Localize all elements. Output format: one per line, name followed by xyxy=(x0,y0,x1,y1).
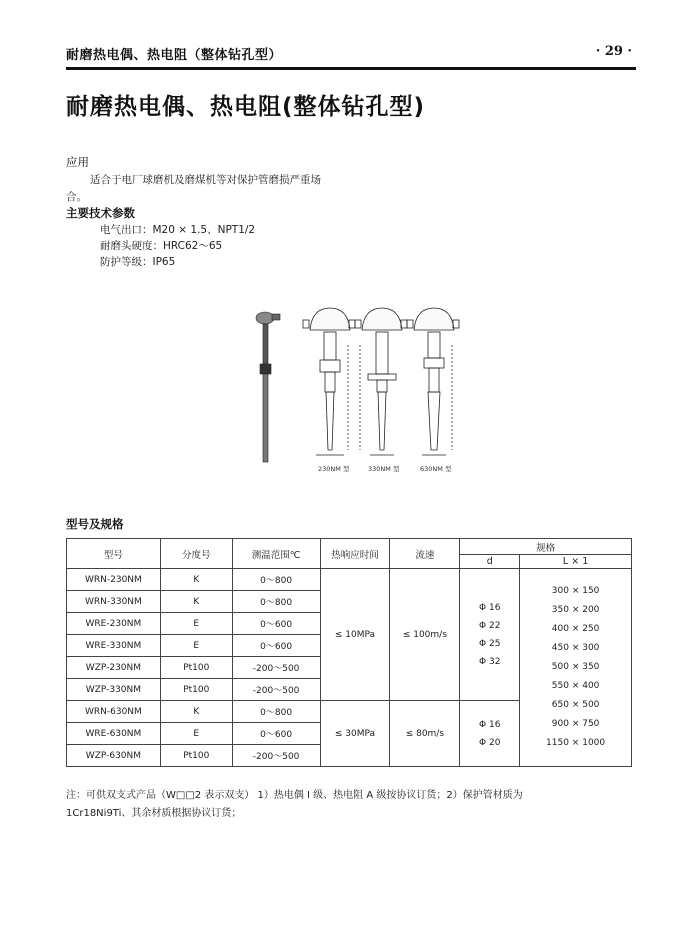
cell-grade: E xyxy=(160,723,232,745)
cell-d-group1 xyxy=(460,569,520,701)
lx-value: 900 × 750 xyxy=(551,719,600,729)
caption-230nm: 230NM 型 xyxy=(318,465,350,473)
param-hardness: 耐磨头硬度：HRC62～65 xyxy=(100,240,223,252)
cell-flow-group2: ≤ 80m/s xyxy=(390,701,460,767)
cell-range: 0～800 xyxy=(232,569,320,591)
param-protection: 防护等级：IP65 xyxy=(100,256,176,268)
caption-330nm: 330NM 型 xyxy=(368,465,400,473)
lx-value: 350 × 200 xyxy=(551,605,600,615)
lx-value: 1150 × 1000 xyxy=(546,738,606,748)
cell-range: 0～600 xyxy=(232,723,320,745)
cell-range: 0～800 xyxy=(232,701,320,723)
cell-range: 0～800 xyxy=(232,591,320,613)
product-drawing xyxy=(248,300,468,480)
application-text-line1: 适合于电厂球磨机及磨煤机等对保护管磨损严重场 xyxy=(90,174,321,186)
cell-range: -200～500 xyxy=(232,679,320,701)
header-model: 型号 xyxy=(67,539,161,569)
drawing-330nm xyxy=(355,308,407,455)
cell-response-group1: ≤ 10MPa xyxy=(320,569,390,701)
cell-range: 0～600 xyxy=(232,613,320,635)
header-lx: L × 1 xyxy=(520,555,632,569)
cell-model: WRE-230NM xyxy=(67,613,161,635)
drawing-630nm xyxy=(407,308,459,455)
running-head: 耐磨热电偶、热电阻（整体钻孔型） xyxy=(66,48,283,63)
d-value: Φ 20 xyxy=(479,737,501,748)
cell-grade: Pt100 xyxy=(160,745,232,767)
lx-value: 500 × 350 xyxy=(551,662,600,672)
page-number: · 29 · xyxy=(595,44,632,59)
lx-value: 300 × 150 xyxy=(551,586,600,596)
cell-grade: K xyxy=(160,569,232,591)
d-value: Φ 16 xyxy=(479,719,501,730)
cell-response-group2: ≤ 30MPa xyxy=(320,701,390,767)
cell-range: 0～600 xyxy=(232,635,320,657)
cell-grade: Pt100 xyxy=(160,657,232,679)
header-grade: 分度号 xyxy=(160,539,232,569)
cell-model: WRN-630NM xyxy=(67,701,161,723)
drawing-230nm xyxy=(303,308,355,455)
application-heading: 应用 xyxy=(66,155,89,169)
d-value: Φ 25 xyxy=(479,638,501,649)
lx-value: 550 × 400 xyxy=(551,681,600,691)
header-response: 热响应时间 xyxy=(320,539,390,569)
cell-d-group2 xyxy=(460,701,520,767)
header-flow: 流速 xyxy=(390,539,460,569)
cell-range: -200～500 xyxy=(232,745,320,767)
lx-value: 450 × 300 xyxy=(551,643,600,653)
lx-value: 650 × 500 xyxy=(551,700,600,710)
header-d: d xyxy=(460,555,520,569)
cell-model: WRN-330NM xyxy=(67,591,161,613)
cell-grade: E xyxy=(160,613,232,635)
cell-grade: K xyxy=(160,701,232,723)
footnote-line2: 1Cr18Ni9Ti、其余材质根据协议订货； xyxy=(66,808,242,819)
spec-table xyxy=(66,538,632,767)
d-value: Φ 16 xyxy=(479,602,501,613)
cell-range: -200～500 xyxy=(232,657,320,679)
cell-flow-group1: ≤ 100m/s xyxy=(390,569,460,701)
page-title: 耐磨热电偶、热电阻(整体钻孔型) xyxy=(66,94,426,120)
d-value: Φ 32 xyxy=(479,656,501,667)
cell-lx-all xyxy=(520,569,632,767)
product-figure xyxy=(248,300,468,480)
header-rule xyxy=(66,67,636,70)
cell-model: WRE-630NM xyxy=(67,723,161,745)
application-text-line2: 合。 xyxy=(66,191,87,203)
cell-grade: E xyxy=(160,635,232,657)
product-photo xyxy=(256,312,280,462)
lx-value: 400 × 250 xyxy=(551,624,600,634)
caption-630nm: 630NM 型 xyxy=(420,465,452,473)
cell-model: WZP-630NM xyxy=(67,745,161,767)
d-value: Φ 22 xyxy=(479,620,501,631)
header-range: 测温范围℃ xyxy=(232,539,320,569)
params-heading: 主要技术参数 xyxy=(66,206,135,220)
cell-grade: Pt100 xyxy=(160,679,232,701)
cell-model: WRN-230NM xyxy=(67,569,161,591)
cell-model: WZP-230NM xyxy=(67,657,161,679)
footnote-line1: 注：可供双支式产品（W□□2 表示双支） 1）热电偶 I 级、热电阻 A 级按协议订货；2）保护管材质为 xyxy=(66,790,523,801)
cell-model: WRE-330NM xyxy=(67,635,161,657)
cell-model: WZP-330NM xyxy=(67,679,161,701)
param-electrical: 电气出口：M20 × 1.5、NPT1/2 xyxy=(100,224,256,236)
header-spec: 规格 xyxy=(460,539,632,555)
table-title: 型号及规格 xyxy=(66,517,124,531)
cell-grade: K xyxy=(160,591,232,613)
